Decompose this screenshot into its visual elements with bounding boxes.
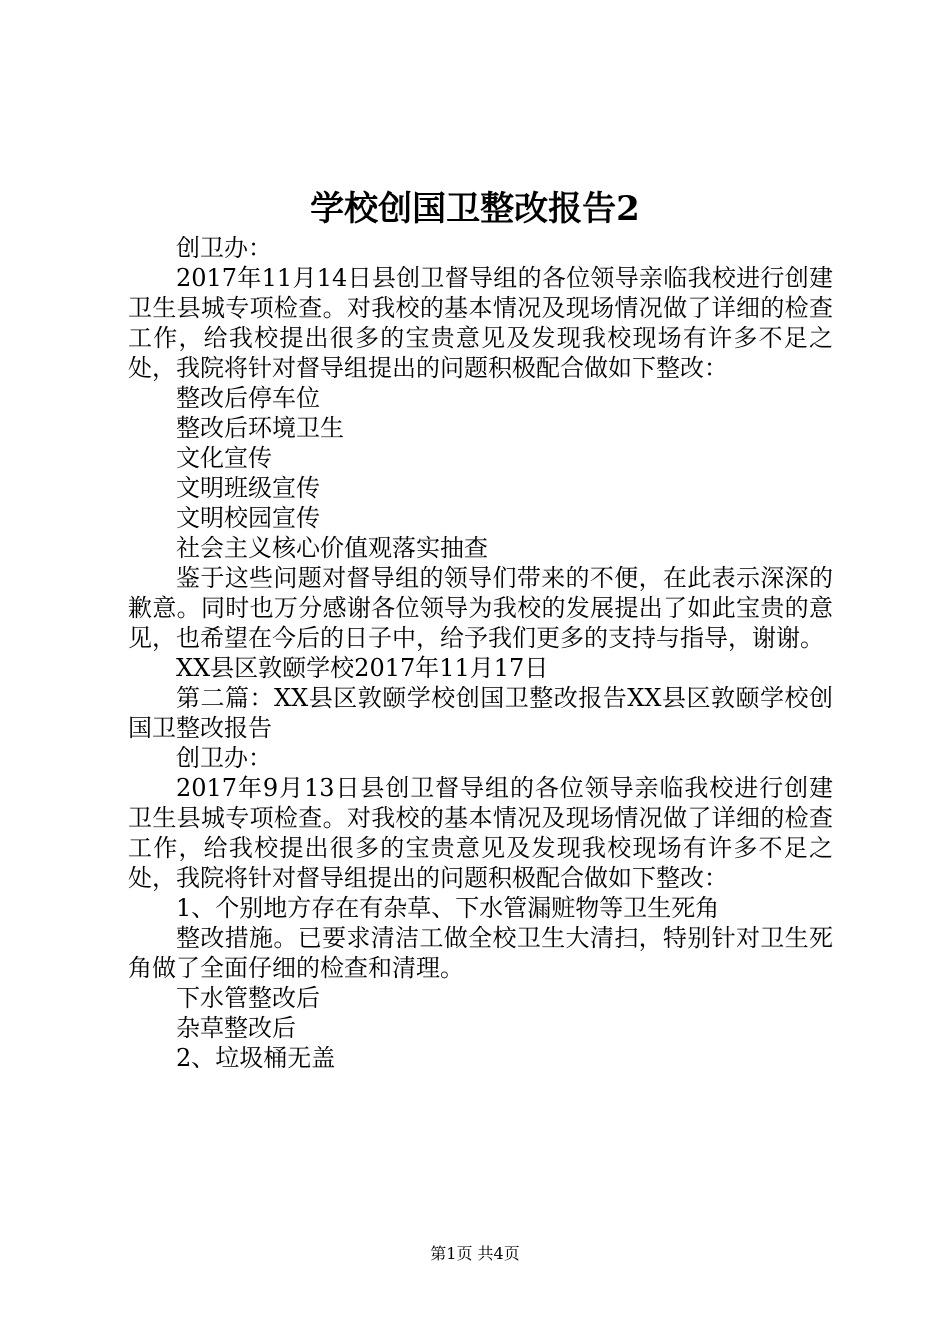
list-item: 1、个别地方存在有杂草、下水管漏赃物等卫生死角 (176, 894, 720, 922)
page-number: 第1页 共4页 (430, 1244, 520, 1263)
list-item: 2、垃圾桶无盖 (176, 1044, 336, 1072)
list-item: 文化宣传 (176, 444, 272, 472)
paragraph-measures: 整改措施。已要求清洁工做全校卫生大清扫，特别针对卫生死角做了全面仔细的检查和清理。 (128, 924, 833, 982)
paragraph-second-title: 第二篇：XX县区敦颐学校创国卫整改报告XX县区敦颐学校创国卫整改报告 (128, 684, 833, 742)
list-item: 整改后环境卫生 (176, 414, 344, 442)
paragraph-intro-2: 2017年9月13日县创卫督导组的各位领导亲临我校进行创建卫生县城专项检查。对我校的基本情况及现场情况做了详细的检查工作，给我校提出很多的宝贵意见及发现我校现场有许多不足之处，我院将针对督导组提出的问题积极配合做如下整改： (128, 774, 833, 892)
list-item: 文明班级宣传 (176, 474, 320, 502)
paragraph-signature: XX县区敦颐学校2017年11月17日 (176, 654, 549, 682)
paragraph-intro: 2017年11月14日县创卫督导组的各位领导亲临我校进行创建卫生县城专项检查。对我校的基本情况及现场情况做了详细的检查工作，给我校提出很多的宝贵意见及发现我校现场有许多不足之处，我院将针对督导组提出的问题积极配合做如下整改： (128, 264, 833, 382)
list-item: 整改后停车位 (176, 384, 320, 412)
paragraph-apology: 鉴于这些问题对督导组的领导们带来的不便，在此表示深深的歉意。同时也万分感谢各位领导为我校的发展提出了如此宝贵的意见，也希望在今后的日子中，给予我们更多的支持与指导，谢谢。 (128, 564, 833, 652)
list-item: 社会主义核心价值观落实抽查 (176, 534, 488, 562)
list-item: 杂草整改后 (176, 1014, 296, 1042)
paragraph-salutation: 创卫办： (176, 234, 272, 262)
paragraph-salutation-2: 创卫办： (176, 744, 272, 772)
document-title: 学校创国卫整改报告2 (310, 189, 640, 229)
list-item: 文明校园宣传 (176, 504, 320, 532)
document-body (128, 233, 833, 1073)
list-item: 下水管整改后 (176, 984, 320, 1012)
